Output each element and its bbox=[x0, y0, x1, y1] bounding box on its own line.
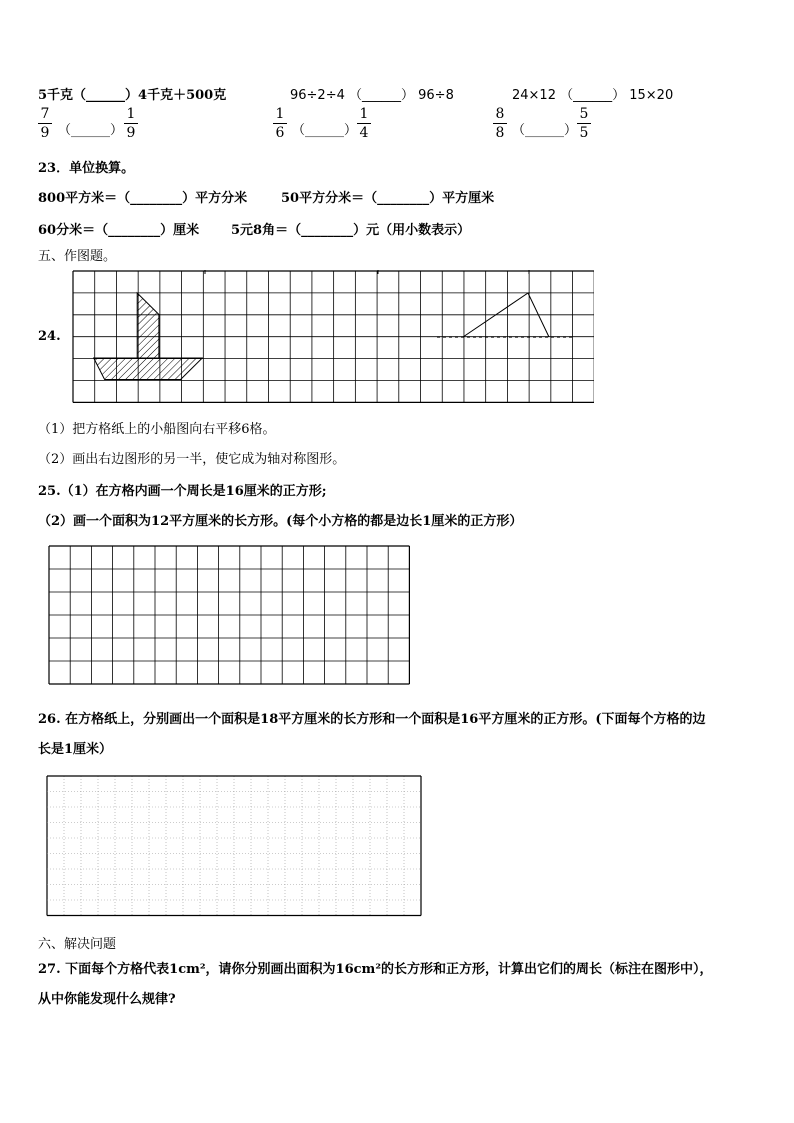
compare-weight: 5千克（______）4千克＋500克 bbox=[38, 88, 227, 103]
numerator: 5 bbox=[579, 106, 589, 122]
q26-line1: 26. 在方格纸上，分别画出一个面积是18平方厘米的长方形和一个面积是16平方厘米的正方形。(下面每个方格的边 bbox=[38, 712, 706, 727]
q27-line2: 从中你能发现什么规律? bbox=[38, 992, 176, 1007]
compare-division: 96÷2÷4 （______） 96÷8 bbox=[290, 88, 454, 103]
fraction-left bbox=[38, 106, 52, 141]
denominator: 4 bbox=[359, 125, 369, 141]
denominator: 6 bbox=[275, 125, 285, 141]
denominator: 5 bbox=[579, 125, 589, 141]
fraction-right bbox=[357, 106, 371, 141]
q24-item2: （2）画出右边图形的另一半，使它成为轴对称图形。 bbox=[38, 452, 346, 467]
denominator: 8 bbox=[495, 125, 505, 141]
answer-blank[interactable]: （______） bbox=[292, 123, 358, 138]
q25-line2: （2）画一个面积为12平方厘米的长方形。(每个小方格的都是边长1厘米的正方形） bbox=[38, 514, 523, 529]
q26-grid[interactable] bbox=[46, 775, 423, 917]
boat-icon bbox=[94, 293, 203, 380]
numerator: 1 bbox=[126, 106, 136, 122]
denominator: 9 bbox=[126, 125, 136, 141]
numerator: 1 bbox=[359, 106, 369, 122]
fraction-left bbox=[493, 106, 507, 141]
q23-line2b: 5元8角＝（________）元（用小数表示） bbox=[231, 223, 471, 238]
compare-product: 24×12 （______） 15×20 bbox=[512, 88, 674, 103]
q25-line1: 25.（1）在方格内画一个周长是16厘米的正方形; bbox=[38, 484, 327, 499]
q27-line1: 27. 下面每个方格代表1cm²，请你分别画出面积为16cm²的长方形和正方形，计算出它们的周长（标注在图形中）， bbox=[38, 962, 713, 977]
q23-line1b: 50平方分米＝（________）平方厘米 bbox=[281, 191, 495, 206]
q24-number: 24. bbox=[38, 329, 61, 344]
answer-blank[interactable]: （______） bbox=[512, 123, 578, 138]
numerator: 1 bbox=[275, 106, 285, 122]
answer-blank[interactable]: （______） bbox=[58, 123, 124, 138]
q26-line2: 长是1厘米） bbox=[38, 742, 113, 757]
section-5-heading: 五、作图题。 bbox=[38, 249, 117, 264]
fraction-left bbox=[273, 106, 287, 141]
numerator: 7 bbox=[40, 106, 50, 122]
q24-grid-drawing[interactable] bbox=[72, 270, 594, 404]
denominator: 9 bbox=[40, 125, 50, 141]
section-6-heading: 六、解决问题 bbox=[38, 937, 117, 952]
fraction-right bbox=[577, 106, 591, 141]
q24-item1: （1）把方格纸上的小船图向右平移6格。 bbox=[38, 422, 276, 437]
fraction-right bbox=[124, 106, 138, 141]
q25-grid[interactable] bbox=[48, 545, 411, 685]
q23-title: 23．单位换算。 bbox=[38, 161, 135, 176]
numerator: 8 bbox=[495, 106, 505, 122]
q23-line1a: 800平方米＝（________）平方分米 bbox=[38, 191, 248, 206]
dotted-grid-lines bbox=[47, 776, 421, 916]
q23-line2a: 60分米＝（________）厘米 bbox=[38, 223, 200, 238]
grid-lines bbox=[49, 546, 409, 684]
